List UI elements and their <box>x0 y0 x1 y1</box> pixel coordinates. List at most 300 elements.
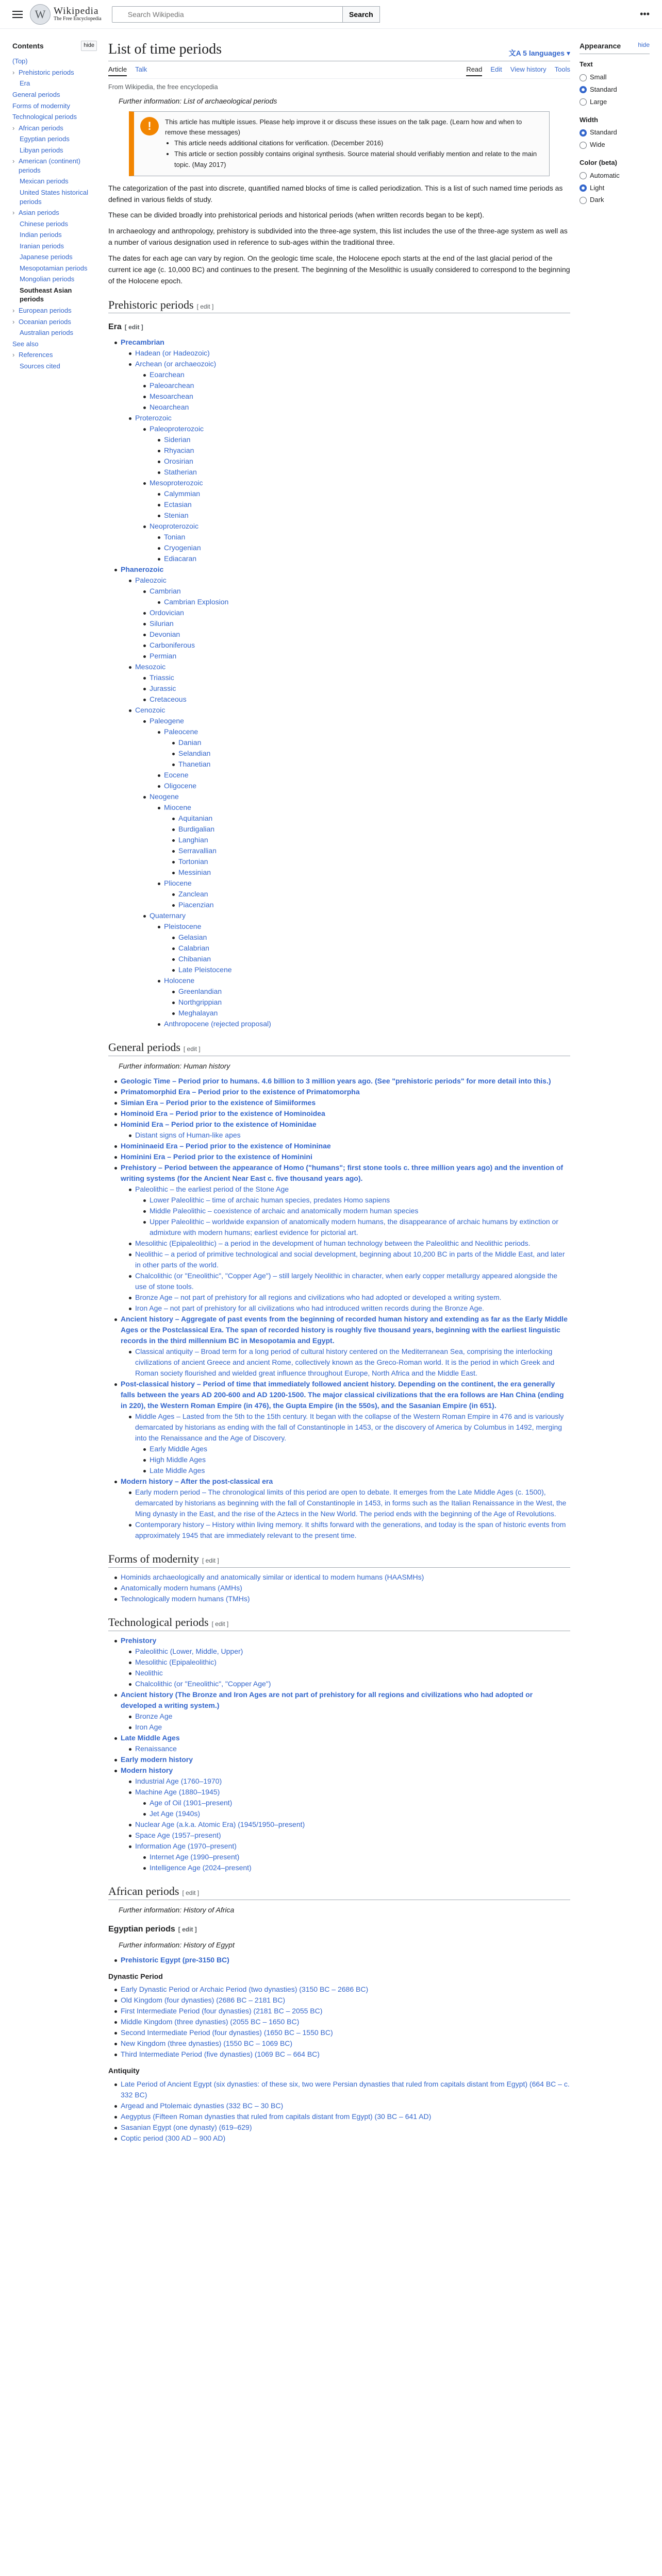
list-item-text[interactable]: Pliocene <box>164 879 192 888</box>
user-links <box>640 7 650 22</box>
list-item <box>113 337 570 564</box>
list-item-text[interactable]: Mesozoic <box>135 663 166 671</box>
language-button[interactable]: 文A 5 languages ▾ <box>508 49 570 57</box>
list-item-text[interactable]: Cryogenian <box>164 544 201 552</box>
list-item-text[interactable]: Sasanian Egypt (one dynasty) (619–629) <box>121 2123 252 2131</box>
list-item-text[interactable]: Oligocene <box>164 782 197 790</box>
list-item-text[interactable]: Paleoproterozoic <box>150 425 204 433</box>
list-item <box>113 1635 570 1689</box>
list-item-text[interactable]: Proterozoic <box>135 414 172 422</box>
list-item <box>113 564 570 1029</box>
article <box>97 29 570 2144</box>
globe-icon: W <box>30 4 51 25</box>
list-item-text[interactable]: Miocene <box>164 803 191 812</box>
list-item <box>113 1162 570 1314</box>
list-item <box>128 1184 570 1238</box>
list-item-text[interactable]: Rhyacian <box>164 446 194 455</box>
radio-label: Light <box>590 183 605 192</box>
toc-item[interactable]: Mexican periods <box>20 177 69 185</box>
list-item-text[interactable]: Permian <box>150 652 177 660</box>
list-item-text[interactable]: Upper Paleolithic – worldwide expansion of anatomically modern humans, the disappearance of archaic humans by extinction or admixture with modern humans; earliest evidence for pictorial art. <box>150 1217 558 1237</box>
era-list <box>113 337 570 1029</box>
list-item <box>113 1087 570 1097</box>
list-item-text[interactable]: Piacenzian <box>178 901 214 909</box>
sub-list <box>171 986 570 1019</box>
sub-list <box>128 1411 570 1476</box>
list-item-text[interactable]: Old Kingdom (four dynasties) (2686 BC – 2181 BC) <box>121 1996 286 2005</box>
radio-button[interactable] <box>580 129 587 137</box>
list-item-text[interactable]: Space Age (1957–present) <box>135 1831 221 1839</box>
list-item-text[interactable]: Danian <box>178 738 202 747</box>
hatnote: Further information: History of Egypt <box>119 1940 235 1949</box>
list-item <box>171 986 570 997</box>
toc-hide-button[interactable]: hide <box>81 41 97 51</box>
radio-button[interactable] <box>580 197 587 204</box>
list-item-text[interactable]: Middle Ages – Lasted from the 5th to the 15th century. It began with the collapse of the Western Roman Empire in 476 and is variously demarcated by historians as ending with the fall of Constantinople in 1453, or the discovery of America by Columbus in 1492, merging into the Renaissance and the Age of Discovery. <box>135 1412 564 1443</box>
list-item <box>142 1862 570 1873</box>
list-item-text[interactable]: Late Pleistocene <box>178 965 232 974</box>
list-item-text[interactable]: Internet Age (1990–present) <box>150 1852 240 1861</box>
radio-option[interactable] <box>580 171 650 181</box>
list-item <box>142 683 570 694</box>
list-item-text[interactable]: Chalcolithic (or "Eneolithic", "Copper Age") <box>135 1679 271 1688</box>
list-item <box>142 607 570 618</box>
list-item-text[interactable]: Paleoarchean <box>150 381 194 390</box>
list-item-text[interactable]: Devonian <box>150 630 180 639</box>
list-item-text[interactable]: Early modern period – The chronological limits of this period are open to debate. It emerges from the Late Middle Ages (c. 1500), demarcated by historians as beginning with the fall of Constantinople in 1453, in forms such as the Italian Renaissance in the West, the Ming dynasty in the East, and the rise of the Aztecs in the New World. The period ends with the beginning of the Age of Revolutions. <box>135 1488 567 1518</box>
list-item-text[interactable]: Jurassic <box>150 684 176 693</box>
edit-link[interactable]: [ edit ] <box>183 1045 201 1053</box>
intro-paragraph: The categorization of the past into discrete, quantified named blocks of time is called periodization. This is a list of such named time periods as defined in various fields of study. <box>108 183 563 204</box>
list-item-text[interactable]: Iron Age – not part of prehistory for all civilizations who had introduced written records during the Bronze Age. <box>135 1304 485 1313</box>
list-item <box>128 1722 570 1733</box>
toc-item[interactable]: › American (continent) periods <box>12 156 97 176</box>
list-item <box>171 943 570 954</box>
list-item-text[interactable]: Jet Age (1940s) <box>150 1809 201 1818</box>
edit-link[interactable]: [ edit ] <box>182 1889 200 1896</box>
list-item-text[interactable]: Messinian <box>178 868 211 877</box>
list-item-text[interactable]: Burdigalian <box>178 825 215 834</box>
list-item <box>113 2122 570 2133</box>
sub-list <box>157 726 570 791</box>
toc-item[interactable]: Indian periods <box>20 231 62 239</box>
list-item-text[interactable]: Meghalayan <box>178 1009 218 1018</box>
list-item <box>157 510 570 521</box>
list-item-text[interactable]: Prehistory <box>121 1636 157 1645</box>
list-item-text[interactable]: Tortonian <box>178 857 208 866</box>
tab-edit[interactable]: Edit <box>490 65 502 74</box>
list-item <box>142 423 570 478</box>
list-item-text[interactable]: Paleozoic <box>135 576 167 585</box>
list-item <box>142 1195 570 1206</box>
list-item <box>157 553 570 564</box>
list-item-text[interactable]: Langhian <box>178 836 208 844</box>
list-item <box>171 813 570 824</box>
section-heading-tech <box>108 1615 570 1631</box>
list-item-text[interactable]: Anatomically modern humans (AMHs) <box>121 1584 242 1592</box>
toc-item[interactable]: Era <box>20 79 30 88</box>
list-item-text[interactable]: Bronze Age – not part of prehistory for all regions and civilizations who had adopted or developed a writing system. <box>135 1293 502 1302</box>
sub-list <box>157 802 570 910</box>
radio-option[interactable] <box>580 127 650 138</box>
list-item <box>142 380 570 391</box>
list-item-text[interactable]: Gelasian <box>178 933 207 942</box>
search-input[interactable] <box>112 6 343 23</box>
list-item <box>157 770 570 781</box>
dynastic-heading: Dynastic Period <box>108 1972 163 1981</box>
list-item-text[interactable]: Chalcolithic (or "Eneolithic", "Copper Age") – still largely Neolithic in character, when early copper metallurgy appeared alongside the use of stone tools. <box>135 1272 558 1291</box>
list-item <box>113 2079 570 2100</box>
list-item <box>157 878 570 910</box>
list-item-text[interactable]: High Middle Ages <box>150 1455 206 1464</box>
list-item <box>128 359 570 413</box>
list-item-text[interactable]: Cambrian <box>150 587 181 596</box>
list-item <box>113 1076 570 1087</box>
radio-option[interactable] <box>580 97 650 108</box>
tab-read[interactable]: Read <box>466 64 482 76</box>
list-item-text[interactable]: Age of Oil (1901–present) <box>150 1798 233 1807</box>
warning-icon: ! <box>140 117 159 135</box>
list-item-text[interactable]: Paleolithic (Lower, Middle, Upper) <box>135 1647 243 1655</box>
toc-item[interactable]: Mongolian periods <box>20 275 75 283</box>
list-item <box>157 467 570 478</box>
radio-button[interactable] <box>580 142 587 149</box>
list-item-text[interactable]: Simian Era – Period prior to the existence of Simiiformes <box>121 1098 316 1107</box>
list-item <box>113 2038 570 2049</box>
list-item <box>142 1808 570 1819</box>
list-item-text[interactable]: Late Middle Ages <box>150 1466 205 1475</box>
list-item-text[interactable]: Prehistoric Egypt (pre-3150 BC) <box>121 1956 229 1964</box>
list-item-text[interactable]: Ancient history – Aggregate of past events from the beginning of recorded human history and extending as far as the Early Middle Ages or the Postclassical Era. The span of recorded history is roughly five thousand years, beginning with the earliest linguistic records in the third millennium BC in Mesopotamia and Egypt. <box>121 1315 568 1345</box>
toc-item[interactable]: › Prehistoric periods <box>12 67 97 78</box>
tab-article[interactable]: Article <box>108 64 127 76</box>
toc-item[interactable]: Egyptian periods <box>20 135 70 143</box>
section-title: General periods <box>108 1041 180 1054</box>
language-count: 5 languages <box>523 49 565 57</box>
toc-item[interactable]: › African periods <box>12 123 97 134</box>
list-item <box>171 997 570 1008</box>
radio-option[interactable] <box>580 72 650 83</box>
list-item-text[interactable]: Siderian <box>164 435 191 444</box>
toc-item[interactable]: Iranian periods <box>20 242 64 250</box>
list-item-text[interactable]: Cambrian Explosion <box>164 598 229 606</box>
list-item <box>128 1292 570 1303</box>
list-item-text[interactable]: Distant signs of Human-like apes <box>135 1131 241 1140</box>
list-item <box>113 1689 570 1733</box>
list-item-text[interactable]: Neolithic – a period of primitive technological and social development, beginning about 10,200 BC in parts of the Middle East, and later in other parts of the world. <box>135 1250 565 1269</box>
list-item <box>113 1379 570 1476</box>
radio-label: Automatic <box>590 171 620 179</box>
sub-list <box>128 575 570 1029</box>
dynastic-list <box>113 1984 570 2060</box>
radio-button[interactable] <box>580 86 587 93</box>
sub-list <box>142 716 570 1029</box>
list-item <box>113 1097 570 1108</box>
section-heading-era <box>108 320 570 334</box>
list-item-text[interactable]: Mesoarchean <box>150 392 193 401</box>
list-item-text[interactable]: Machine Age (1880–1945) <box>135 1787 220 1796</box>
list-item <box>171 964 570 975</box>
list-item-text[interactable]: Thanetian <box>178 760 211 769</box>
list-item-text[interactable]: Silurian <box>150 619 174 628</box>
list-item <box>128 1346 570 1379</box>
list-item <box>142 640 570 651</box>
list-item-text[interactable]: Aquitanian <box>178 814 213 823</box>
list-item-text[interactable]: Second Intermediate Period (four dynasties) (1650 BC – 1550 BC) <box>121 2028 333 2037</box>
intro-paragraph: The dates for each age can vary by region. On the geologic time scale, the Holocene epoch starts at the end of the last glacial period of the current ice age (c. 10,000 BC) and continues to the present. The beginning of the Mesolithic is usually considered to correspond to the beginning of the Holocene epoch. <box>108 253 570 285</box>
list-item-text[interactable]: Hominini Era – Period prior to the existence of Hominini <box>121 1153 312 1161</box>
list-item-text[interactable]: Early Dynastic Period or Archaic Period (two dynasties) (3150 BC – 2686 BC) <box>121 1985 369 1994</box>
toc-item[interactable]: › Asian periods <box>12 207 97 218</box>
list-item-text[interactable]: Stenian <box>164 511 189 520</box>
list-item-text[interactable]: Cretaceous <box>150 695 187 704</box>
list-item-text[interactable]: Late Period of Ancient Egypt (six dynasties: of these six, two were Persian dynasties that ruled from capitals distant from Egypt) (664 BC – c. 332 BC) <box>121 2079 570 2099</box>
list-item-text[interactable]: Holocene <box>164 976 195 985</box>
antiquity-heading: Antiquity <box>108 2066 140 2075</box>
list-item <box>128 1238 570 1249</box>
more-options-icon[interactable]: ••• <box>640 9 650 20</box>
list-item-text[interactable]: Ordovician <box>150 608 184 617</box>
list-item-text[interactable]: Ancient history (The Bronze and Iron Ages are not part of prehistory for all regions and civilizations who had adopted or developed a writing system.) <box>121 1690 533 1709</box>
list-item-text[interactable]: Neolithic <box>135 1668 163 1677</box>
list-item-text[interactable]: Cenozoic <box>135 706 166 715</box>
list-item-text[interactable]: Third Intermediate Period (five dynasties) (1069 BC – 664 BC) <box>121 2050 320 2059</box>
list-item-text[interactable]: Intelligence Age (2024–present) <box>150 1863 252 1872</box>
ambox-title: This article has multiple issues. Please help improve it or discuss these issues on the talk page. (Learn how and when to remove these messages) <box>165 117 522 137</box>
list-item-text[interactable]: Mesolithic (Epipaleolithic) <box>135 1657 217 1666</box>
list-item <box>142 369 570 380</box>
list-item-text[interactable]: Technologically modern humans (TMHs) <box>121 1595 250 1603</box>
sub-list <box>142 369 570 413</box>
sub-list <box>157 434 570 478</box>
list-item-text[interactable]: Late Middle Ages <box>121 1733 180 1742</box>
list-item <box>113 1572 570 1583</box>
list-item-text[interactable]: Hominoid Era – Period prior to the existence of Hominoidea <box>121 1109 325 1118</box>
list-item-text[interactable]: Modern history <box>121 1766 173 1774</box>
list-item-text[interactable]: Industrial Age (1760–1970) <box>135 1776 222 1785</box>
edit-link[interactable]: [ edit ] <box>211 1620 229 1628</box>
toc-item[interactable]: Technological periods <box>12 113 77 121</box>
general-periods-list <box>113 1076 570 1541</box>
list-item <box>113 2100 570 2111</box>
main-menu-icon[interactable] <box>12 11 23 18</box>
list-item-text[interactable]: Selandian <box>178 749 211 758</box>
toc-item[interactable]: General periods <box>12 91 60 99</box>
list-item-text[interactable]: Northgrippian <box>178 998 222 1007</box>
tab-talk[interactable]: Talk <box>135 65 147 74</box>
section-title: Egyptian periods <box>108 1925 175 1934</box>
list-item <box>128 1130 570 1141</box>
list-item-text[interactable]: Ectasian <box>164 500 192 509</box>
list-item-text[interactable]: Serravallian <box>178 846 217 855</box>
list-item <box>142 672 570 683</box>
table-of-contents <box>12 29 97 2144</box>
list-item <box>157 488 570 499</box>
list-item-text[interactable]: Precambrian <box>121 338 164 347</box>
sub-list <box>128 1130 570 1141</box>
modernity-list <box>113 1572 570 1604</box>
list-item-text[interactable]: Mesolithic (Epipaleolithic) – a period in the development of human technology between the Paleolithic and Neolithic periods. <box>135 1239 531 1248</box>
list-item <box>157 921 570 975</box>
multiple-issues-box <box>129 111 550 176</box>
list-item-text[interactable]: Early modern history <box>121 1755 193 1764</box>
toc-item[interactable]: › Oceanian periods <box>12 316 97 328</box>
list-item-text[interactable]: New Kingdom (three dynasties) (1550 BC – 1069 BC) <box>121 2039 293 2048</box>
list-item <box>142 791 570 910</box>
list-item-text[interactable]: Homininaeid Era – Period prior to the existence of Homininae <box>121 1142 331 1150</box>
list-item-text[interactable]: First Intermediate Period (four dynasties) (2181 BC – 2055 BC) <box>121 2007 323 2015</box>
toc-list <box>12 56 97 371</box>
radio-option[interactable] <box>580 140 650 150</box>
toc-item[interactable]: Forms of modernity <box>12 101 70 110</box>
list-item-text[interactable]: Neoproterozoic <box>150 522 198 531</box>
list-item-text[interactable]: Phanerozoic <box>121 565 164 574</box>
site-name: Wikipedia <box>54 6 99 16</box>
list-item-text[interactable]: Bronze Age <box>135 1711 173 1720</box>
search-button[interactable]: Search <box>343 6 380 23</box>
list-item-text[interactable]: Lower Paleolithic – time of archaic human species, predates Homo sapiens <box>150 1196 390 1205</box>
ambox-issue-synthesis: • This article or section possibly contains original synthesis. Source material should verifiably mention and relate to the main topic. (May 2017) <box>174 149 543 171</box>
toc-item[interactable]: Sources cited <box>20 362 60 370</box>
radio-option[interactable] <box>580 195 650 206</box>
list-item-text[interactable]: Argead and Ptolemaic dynasties (332 BC – 30 BC) <box>121 2101 284 2110</box>
hatnote: Further information: Human history <box>119 1061 230 1070</box>
toc-item[interactable]: Southeast Asian periods <box>20 286 72 303</box>
list-item <box>142 716 570 791</box>
section-title: Prehistoric periods <box>108 298 194 311</box>
list-item-text[interactable]: Prehistory – Period between the appearance of Homo ("humans"; first stone tools c. three million years ago) and the invention of writing systems (for the Ancient Near East c. five thousand years ago). <box>121 1163 564 1183</box>
list-item-text[interactable]: Modern history – After the post-classical era <box>121 1477 273 1486</box>
tab-view-history[interactable]: View history <box>510 65 547 74</box>
list-item <box>171 759 570 770</box>
list-item-text[interactable]: Zanclean <box>178 890 208 899</box>
toc-item[interactable]: › References <box>12 349 97 361</box>
list-item-text[interactable]: Calymmian <box>164 489 201 498</box>
radio-button[interactable] <box>580 184 587 192</box>
sub-list <box>128 1487 570 1541</box>
list-item-text[interactable]: Early Middle Ages <box>150 1445 208 1453</box>
list-item <box>128 1668 570 1679</box>
list-item <box>171 867 570 878</box>
list-item-text[interactable]: Aegyptus (Fifteen Roman dynasties that ruled from capitals distant from Egypt) (30 BC – 641 AD) <box>121 2112 432 2121</box>
list-item-text[interactable]: Hominid Era – Period prior to the existence of Hominidae <box>121 1120 317 1129</box>
list-item <box>128 1841 570 1873</box>
list-item-text[interactable]: Ediacaran <box>164 554 197 563</box>
list-item-text[interactable]: Middle Kingdom (three dynasties) (2055 BC – 1650 BC) <box>121 2018 300 2026</box>
list-item-text[interactable]: Chibanian <box>178 955 211 963</box>
list-item <box>142 694 570 705</box>
toc-item[interactable]: Mesopotamian periods <box>20 264 88 272</box>
list-item-text[interactable]: Carboniferous <box>150 641 195 650</box>
list-item <box>128 1657 570 1668</box>
toc-item[interactable]: United States historical periods <box>20 188 88 206</box>
antiquity-list <box>113 2079 570 2144</box>
list-item-text[interactable]: Archean (or archaeozoic) <box>135 360 217 368</box>
list-item-text[interactable]: Pleistocene <box>164 922 202 931</box>
list-item-text[interactable]: Orosirian <box>164 457 193 466</box>
list-item-text[interactable]: Iron Age <box>135 1722 162 1731</box>
list-item-text[interactable]: Primatomorphid Era – Period prior to the existence of Primatomorpha <box>121 1088 360 1096</box>
list-item <box>113 1754 570 1765</box>
list-item <box>157 499 570 510</box>
list-item-text[interactable]: Paleocene <box>164 727 198 736</box>
list-item-text[interactable]: Information Age (1970–present) <box>135 1841 237 1850</box>
toc-item[interactable]: › European periods <box>12 305 97 316</box>
list-item-text[interactable]: Classical antiquity – Broad term for a long period of cultural history centered on the Mediterranean Sea, comprising the interlocking civilizations of ancient Greece and ancient Rome, collectively known as the Greco-Roman world. It is the period in which Greek and Roman society flourished and wielded great influence throughout Europe, North Africa and the Middle East. <box>135 1347 555 1378</box>
wikipedia-logo[interactable] <box>30 4 102 25</box>
radio-button[interactable] <box>580 172 587 179</box>
section-heading-general <box>108 1040 570 1056</box>
tab-tools[interactable]: Tools <box>554 65 570 74</box>
edit-link[interactable]: [ edit ] <box>196 302 214 310</box>
edit-link[interactable]: [ edit ] <box>124 324 143 331</box>
toc-item[interactable]: See also <box>12 340 39 348</box>
list-item <box>128 575 570 662</box>
list-item-text[interactable]: Nuclear Age (a.k.a. Atomic Era) (1945/1950–present) <box>135 1820 305 1828</box>
toc-item[interactable]: Australian periods <box>20 329 74 337</box>
list-item <box>157 975 570 1019</box>
list-item <box>171 835 570 845</box>
color-group <box>580 158 650 206</box>
toc-item[interactable]: Libyan periods <box>20 146 63 154</box>
list-item-text[interactable]: Mesoproterozoic <box>150 479 203 487</box>
list-item-text[interactable]: Coptic period (300 AD – 900 AD) <box>121 2133 226 2142</box>
list-item <box>128 1270 570 1292</box>
list-item-text[interactable]: Eocene <box>164 771 189 779</box>
list-item <box>157 543 570 553</box>
sub-list <box>142 1798 570 1819</box>
list-item-text[interactable]: Quaternary <box>150 911 186 920</box>
list-item-text[interactable]: Calabrian <box>178 944 209 953</box>
list-item-text[interactable]: Neoarchean <box>150 403 189 412</box>
list-item-text[interactable]: Post-classical history – Period of time that immediately followed ancient history. Depending on the continent, the era generally falls between the years AD 200-600 and AD 1200-1500. The major classical civilizations that the era follows are Han China (ending in 220), the Western Roman Empire (in 476), the Gupta Empire (in the 550s), and the Sasanian Empire (in 651). <box>121 1380 564 1410</box>
list-item-text[interactable]: Hominids archaeologically and anatomically similar or identical to modern humans (HAASMHs) <box>121 1573 424 1582</box>
toc-item[interactable]: (Top) <box>12 57 28 65</box>
list-item-text[interactable]: Middle Paleolithic – coexistence of archaic and anatomically modern human species <box>150 1207 419 1215</box>
list-item-text[interactable]: Eoarchean <box>150 370 185 379</box>
list-item <box>113 1151 570 1162</box>
list-item-text[interactable]: Paleogene <box>150 717 184 725</box>
toc-item[interactable]: Chinese periods <box>20 219 68 228</box>
list-item <box>171 856 570 867</box>
list-item-text[interactable]: Statherian <box>164 468 197 477</box>
list-item-text[interactable]: Paleolithic – the earliest period of the Stone Age <box>135 1185 289 1194</box>
sub-list <box>128 348 570 564</box>
list-item-text[interactable]: Greenlandian <box>178 987 222 996</box>
radio-button[interactable] <box>580 74 587 81</box>
list-item-text[interactable]: Geologic Time – Period prior to humans. 4.6 billion to 3 million years ago. (See "prehistoric periods" for more detail into this.) <box>121 1077 551 1086</box>
radio-option[interactable] <box>580 183 650 194</box>
list-item <box>142 618 570 629</box>
list-item-text[interactable]: Neogene <box>150 792 179 801</box>
radio-option[interactable] <box>580 84 650 95</box>
list-item-text[interactable]: Contemporary history – History within living memory. It shifts forward with the generations, and today is the span of historic events from approximately 1945 that are immediately relevant to the present time. <box>135 1520 566 1540</box>
list-item-text[interactable]: Renaissance <box>135 1744 177 1753</box>
radio-button[interactable] <box>580 98 587 106</box>
list-item <box>142 1216 570 1238</box>
page-tabs <box>108 61 570 79</box>
appearance-hide-button[interactable]: hide <box>638 41 650 48</box>
list-item-text[interactable]: Hadean (or Hadeozoic) <box>135 349 210 358</box>
list-item-text[interactable]: Anthropocene (rejected proposal) <box>164 1020 271 1028</box>
toc-item[interactable]: Japanese periods <box>20 253 73 261</box>
list-item-text[interactable]: Tonian <box>164 533 186 541</box>
section-title: Era <box>108 323 122 332</box>
edit-link[interactable]: [ edit ] <box>178 1926 197 1934</box>
list-item-text[interactable]: Triassic <box>150 673 174 682</box>
edit-link[interactable]: [ edit ] <box>202 1557 219 1565</box>
list-item <box>171 737 570 748</box>
